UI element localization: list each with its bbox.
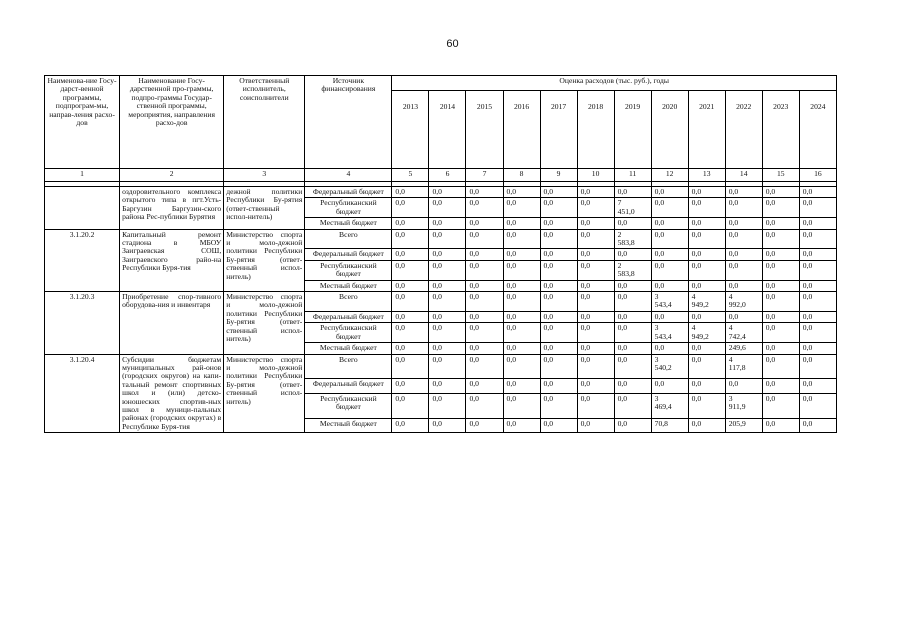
expense-value: 0,0 bbox=[466, 229, 503, 249]
expense-value: 0,0 bbox=[392, 260, 429, 280]
funding-source: Всего bbox=[305, 292, 392, 312]
expense-value: 2 583,8 bbox=[614, 260, 651, 280]
expense-value: 0,0 bbox=[540, 280, 577, 291]
expense-value: 0,0 bbox=[725, 280, 762, 291]
expense-value: 0,0 bbox=[762, 354, 799, 379]
header-year: 2014 bbox=[429, 91, 466, 169]
expense-value: 0,0 bbox=[799, 343, 836, 354]
expense-value: 0,0 bbox=[614, 280, 651, 291]
header-year: 2019 bbox=[614, 91, 651, 169]
expense-value: 0,0 bbox=[392, 198, 429, 218]
expense-value: 3 911,9 bbox=[725, 393, 762, 418]
expense-value: 0,0 bbox=[799, 323, 836, 343]
header-year: 2017 bbox=[540, 91, 577, 169]
expense-value: 0,0 bbox=[392, 280, 429, 291]
expense-value: 0,0 bbox=[429, 187, 466, 198]
expense-value: 0,0 bbox=[651, 379, 688, 393]
expense-value: 0,0 bbox=[429, 292, 466, 312]
measure-code bbox=[45, 187, 120, 230]
expense-value: 0,0 bbox=[392, 418, 429, 432]
expense-value: 0,0 bbox=[540, 343, 577, 354]
expense-value: 0,0 bbox=[429, 218, 466, 229]
expense-value: 0,0 bbox=[540, 323, 577, 343]
expense-value: 0,0 bbox=[503, 187, 540, 198]
expense-value: 0,0 bbox=[392, 323, 429, 343]
expense-value: 4 949,2 bbox=[688, 292, 725, 312]
column-number: 8 bbox=[503, 169, 540, 182]
header-measure-name: Наименование Госу-дарственной про-граммы, подпро-граммы Государ-ственной программы, мероприятия, направления расхо-дов bbox=[120, 76, 224, 169]
funding-source: Республиканский бюджет bbox=[305, 198, 392, 218]
expense-value: 0,0 bbox=[762, 418, 799, 432]
expense-value: 0,0 bbox=[503, 393, 540, 418]
expense-value: 0,0 bbox=[614, 379, 651, 393]
funding-source: Всего bbox=[305, 229, 392, 249]
expense-value: 0,0 bbox=[540, 260, 577, 280]
expense-value: 0,0 bbox=[577, 218, 614, 229]
expense-value: 0,0 bbox=[799, 292, 836, 312]
expense-value: 0,0 bbox=[540, 418, 577, 432]
header-year: 2020 bbox=[651, 91, 688, 169]
expense-value: 249,6 bbox=[725, 343, 762, 354]
expense-value: 0,0 bbox=[799, 198, 836, 218]
column-number: 10 bbox=[577, 169, 614, 182]
expense-value: 0,0 bbox=[503, 260, 540, 280]
expense-value: 0,0 bbox=[725, 260, 762, 280]
expense-value: 0,0 bbox=[725, 229, 762, 249]
expense-value: 0,0 bbox=[799, 229, 836, 249]
expense-value: 0,0 bbox=[614, 218, 651, 229]
expense-value: 0,0 bbox=[503, 379, 540, 393]
table-row bbox=[45, 229, 837, 249]
expense-value: 0,0 bbox=[577, 323, 614, 343]
funding-source: Федеральный бюджет bbox=[305, 187, 392, 198]
expense-value: 0,0 bbox=[503, 249, 540, 260]
expense-value: 0,0 bbox=[429, 379, 466, 393]
expense-value: 0,0 bbox=[799, 218, 836, 229]
budget-table bbox=[44, 75, 837, 433]
expense-value: 0,0 bbox=[651, 280, 688, 291]
column-number: 2 bbox=[120, 169, 224, 182]
responsible-executor: Министерство спорта и моло-дежной политики Республики Бу-рятия (ответ-ственный испол-нитель) bbox=[224, 292, 305, 354]
expense-value: 3 469,4 bbox=[651, 393, 688, 418]
funding-source: Местный бюджет bbox=[305, 280, 392, 291]
column-numbers-row bbox=[45, 169, 837, 182]
header-expense-estimate: Оценка расходов (тыс. руб.), годы bbox=[392, 76, 837, 91]
responsible-executor: дежной политики Республики Бу-рятия (ответ-ственный испол-нитель) bbox=[224, 187, 305, 230]
table-row bbox=[45, 187, 837, 198]
expense-value: 0,0 bbox=[503, 343, 540, 354]
expense-value: 70,8 bbox=[651, 418, 688, 432]
expense-value: 0,0 bbox=[651, 343, 688, 354]
expense-value: 0,0 bbox=[577, 343, 614, 354]
expense-value: 0,0 bbox=[614, 292, 651, 312]
expense-value: 0,0 bbox=[614, 418, 651, 432]
column-number: 5 bbox=[392, 169, 429, 182]
expense-value: 0,0 bbox=[429, 354, 466, 379]
responsible-executor: Министерство спорта и моло-дежной политики Республики Бу-рятия (ответ-ственный испол-нитель) bbox=[224, 354, 305, 433]
expense-value: 0,0 bbox=[577, 198, 614, 218]
expense-value: 7 451,0 bbox=[614, 198, 651, 218]
expense-value: 0,0 bbox=[466, 418, 503, 432]
expense-value: 0,0 bbox=[688, 229, 725, 249]
expense-value: 0,0 bbox=[688, 187, 725, 198]
table-body bbox=[45, 187, 837, 433]
expense-value: 0,0 bbox=[503, 198, 540, 218]
expense-value: 0,0 bbox=[540, 218, 577, 229]
funding-source: Республиканский бюджет bbox=[305, 393, 392, 418]
expense-value: 0,0 bbox=[392, 393, 429, 418]
expense-value: 0,0 bbox=[429, 393, 466, 418]
funding-source: Федеральный бюджет bbox=[305, 379, 392, 393]
expense-value: 0,0 bbox=[799, 354, 836, 379]
expense-value: 0,0 bbox=[392, 379, 429, 393]
measure-name: Капитальный ремонт стадиона в МБОУ Заиграевская СОШ, Заиграевского райо-на Республики Буря-тия bbox=[120, 229, 224, 291]
expense-value: 0,0 bbox=[503, 280, 540, 291]
header-year: 2021 bbox=[688, 91, 725, 169]
header-year: 2024 bbox=[799, 91, 836, 169]
measure-code: 3.1.20.2 bbox=[45, 229, 120, 291]
expense-value: 0,0 bbox=[614, 249, 651, 260]
column-number: 1 bbox=[45, 169, 120, 182]
expense-value: 0,0 bbox=[762, 379, 799, 393]
expense-value: 0,0 bbox=[540, 229, 577, 249]
expense-value: 0,0 bbox=[429, 418, 466, 432]
expense-value: 0,0 bbox=[651, 187, 688, 198]
expense-value: 0,0 bbox=[651, 229, 688, 249]
expense-value: 0,0 bbox=[799, 418, 836, 432]
expense-value: 0,0 bbox=[392, 292, 429, 312]
expense-value: 0,0 bbox=[762, 198, 799, 218]
expense-value: 0,0 bbox=[688, 354, 725, 379]
expense-value: 0,0 bbox=[799, 311, 836, 322]
expense-value: 0,0 bbox=[725, 379, 762, 393]
funding-source: Федеральный бюджет bbox=[305, 311, 392, 322]
expense-value: 0,0 bbox=[466, 292, 503, 312]
expense-value: 0,0 bbox=[762, 343, 799, 354]
expense-value: 0,0 bbox=[577, 393, 614, 418]
expense-value: 0,0 bbox=[799, 280, 836, 291]
expense-value: 0,0 bbox=[614, 323, 651, 343]
expense-value: 0,0 bbox=[577, 249, 614, 260]
expense-value: 0,0 bbox=[540, 311, 577, 322]
measure-name: Приобретение спор-тивного оборудова-ния и инвентаря bbox=[120, 292, 224, 354]
expense-value: 0,0 bbox=[614, 354, 651, 379]
expense-value: 0,0 bbox=[725, 249, 762, 260]
expense-value: 0,0 bbox=[466, 354, 503, 379]
expense-value: 0,0 bbox=[799, 187, 836, 198]
column-number: 12 bbox=[651, 169, 688, 182]
expense-value: 0,0 bbox=[466, 311, 503, 322]
expense-value: 0,0 bbox=[466, 323, 503, 343]
expense-value: 0,0 bbox=[429, 323, 466, 343]
column-number: 7 bbox=[466, 169, 503, 182]
expense-value: 2 583,8 bbox=[614, 229, 651, 249]
expense-value: 0,0 bbox=[688, 393, 725, 418]
expense-value: 0,0 bbox=[540, 198, 577, 218]
funding-source: Местный бюджет bbox=[305, 218, 392, 229]
expense-value: 0,0 bbox=[466, 198, 503, 218]
expense-value: 0,0 bbox=[725, 218, 762, 229]
expense-value: 3 543,4 bbox=[651, 323, 688, 343]
expense-value: 0,0 bbox=[688, 343, 725, 354]
expense-value: 0,0 bbox=[392, 229, 429, 249]
expense-value: 0,0 bbox=[614, 311, 651, 322]
header-year: 2023 bbox=[762, 91, 799, 169]
expense-value: 0,0 bbox=[651, 311, 688, 322]
expense-value: 4 117,8 bbox=[725, 354, 762, 379]
expense-value: 0,0 bbox=[503, 418, 540, 432]
expense-value: 0,0 bbox=[392, 354, 429, 379]
expense-value: 0,0 bbox=[762, 260, 799, 280]
measure-code: 3.1.20.4 bbox=[45, 354, 120, 433]
expense-value: 0,0 bbox=[466, 280, 503, 291]
responsible-executor: Министерство спорта и моло-дежной политики Республики Бу-рятия (ответ-ственный испол-нитель) bbox=[224, 229, 305, 291]
expense-value: 0,0 bbox=[466, 187, 503, 198]
expense-value: 0,0 bbox=[429, 280, 466, 291]
expense-value: 0,0 bbox=[725, 198, 762, 218]
column-number: 4 bbox=[305, 169, 392, 182]
expense-value: 0,0 bbox=[577, 187, 614, 198]
expense-value: 0,0 bbox=[503, 311, 540, 322]
expense-value: 0,0 bbox=[466, 343, 503, 354]
header-funding-source: Источник финансирования bbox=[305, 76, 392, 169]
funding-source: Местный бюджет bbox=[305, 418, 392, 432]
expense-value: 0,0 bbox=[651, 198, 688, 218]
expense-value: 0,0 bbox=[392, 343, 429, 354]
expense-value: 0,0 bbox=[540, 187, 577, 198]
column-number: 3 bbox=[224, 169, 305, 182]
expense-value: 0,0 bbox=[614, 343, 651, 354]
expense-value: 0,0 bbox=[429, 198, 466, 218]
funding-source: Местный бюджет bbox=[305, 343, 392, 354]
expense-value: 0,0 bbox=[651, 260, 688, 280]
column-number: 6 bbox=[429, 169, 466, 182]
expense-value: 205,9 bbox=[725, 418, 762, 432]
expense-value: 0,0 bbox=[688, 379, 725, 393]
expense-value: 0,0 bbox=[577, 280, 614, 291]
expense-value: 0,0 bbox=[688, 218, 725, 229]
header-year: 2013 bbox=[392, 91, 429, 169]
expense-value: 0,0 bbox=[466, 393, 503, 418]
expense-value: 0,0 bbox=[762, 280, 799, 291]
header-year: 2016 bbox=[503, 91, 540, 169]
expense-value: 0,0 bbox=[392, 249, 429, 260]
funding-source: Федеральный бюджет bbox=[305, 249, 392, 260]
expense-value: 0,0 bbox=[577, 418, 614, 432]
expense-value: 0,0 bbox=[651, 218, 688, 229]
column-number: 13 bbox=[688, 169, 725, 182]
expense-value: 0,0 bbox=[799, 260, 836, 280]
expense-value: 0,0 bbox=[762, 187, 799, 198]
expense-value: 4 949,2 bbox=[688, 323, 725, 343]
expense-value: 0,0 bbox=[392, 187, 429, 198]
expense-value: 0,0 bbox=[503, 292, 540, 312]
expense-value: 0,0 bbox=[577, 379, 614, 393]
expense-value: 0,0 bbox=[614, 187, 651, 198]
expense-value: 0,0 bbox=[577, 311, 614, 322]
expense-value: 0,0 bbox=[429, 260, 466, 280]
expense-value: 0,0 bbox=[762, 311, 799, 322]
header-program-name: Наименова-ние Госу-дарст-венной программы, подпрограм-мы, направ-ления расхо-дов bbox=[45, 76, 120, 169]
expense-value: 0,0 bbox=[577, 260, 614, 280]
table-row bbox=[45, 354, 837, 379]
column-number: 11 bbox=[614, 169, 651, 182]
expense-value: 0,0 bbox=[540, 292, 577, 312]
expense-value: 4 992,0 bbox=[725, 292, 762, 312]
expense-value: 0,0 bbox=[466, 249, 503, 260]
expense-value: 0,0 bbox=[577, 292, 614, 312]
expense-value: 0,0 bbox=[762, 249, 799, 260]
funding-source: Республиканский бюджет bbox=[305, 323, 392, 343]
expense-value: 0,0 bbox=[392, 311, 429, 322]
header-year: 2022 bbox=[725, 91, 762, 169]
expense-value: 0,0 bbox=[799, 393, 836, 418]
expense-value: 0,0 bbox=[577, 229, 614, 249]
expense-value: 0,0 bbox=[799, 249, 836, 260]
page-number: 60 bbox=[446, 38, 459, 50]
measure-name: оздоровительного комплекса открытого типа в пгт.Усть-Баргузин Баргузин-ского района Рес-публики Бурятия bbox=[120, 187, 224, 230]
expense-value: 0,0 bbox=[688, 260, 725, 280]
header-year: 2015 bbox=[466, 91, 503, 169]
header-year: 2018 bbox=[577, 91, 614, 169]
expense-value: 0,0 bbox=[429, 229, 466, 249]
expense-value: 0,0 bbox=[540, 393, 577, 418]
expense-value: 0,0 bbox=[725, 311, 762, 322]
column-number: 9 bbox=[540, 169, 577, 182]
expense-value: 0,0 bbox=[688, 280, 725, 291]
expense-value: 0,0 bbox=[614, 393, 651, 418]
measure-code: 3.1.20.3 bbox=[45, 292, 120, 354]
expense-value: 0,0 bbox=[688, 249, 725, 260]
expense-value: 0,0 bbox=[688, 198, 725, 218]
expense-value: 0,0 bbox=[651, 249, 688, 260]
header-responsible: Ответственный исполнитель, соисполнители bbox=[224, 76, 305, 169]
expense-value: 0,0 bbox=[762, 292, 799, 312]
expense-value: 0,0 bbox=[466, 379, 503, 393]
expense-value: 0,0 bbox=[503, 218, 540, 229]
table-row bbox=[45, 292, 837, 312]
expense-value: 0,0 bbox=[688, 311, 725, 322]
column-number: 14 bbox=[725, 169, 762, 182]
expense-value: 0,0 bbox=[577, 354, 614, 379]
expense-value: 0,0 bbox=[540, 249, 577, 260]
expense-value: 0,0 bbox=[466, 218, 503, 229]
expense-value: 0,0 bbox=[725, 187, 762, 198]
expense-value: 0,0 bbox=[503, 323, 540, 343]
expense-value: 0,0 bbox=[392, 218, 429, 229]
funding-source: Республиканский бюджет bbox=[305, 260, 392, 280]
expense-value: 0,0 bbox=[540, 354, 577, 379]
expense-value: 0,0 bbox=[429, 311, 466, 322]
expense-value: 4 742,4 bbox=[725, 323, 762, 343]
expense-value: 0,0 bbox=[466, 260, 503, 280]
expense-value: 0,0 bbox=[762, 323, 799, 343]
column-number: 16 bbox=[799, 169, 836, 182]
expense-value: 3 540,2 bbox=[651, 354, 688, 379]
expense-value: 0,0 bbox=[762, 229, 799, 249]
expense-value: 0,0 bbox=[762, 218, 799, 229]
expense-value: 0,0 bbox=[688, 418, 725, 432]
funding-source: Всего bbox=[305, 354, 392, 379]
expense-value: 0,0 bbox=[503, 354, 540, 379]
expense-value: 0,0 bbox=[429, 343, 466, 354]
expense-value: 0,0 bbox=[762, 393, 799, 418]
measure-name: Субсидии бюджетам муниципальных рай-онов (городских округов) на капи-тальный ремонт спортивных школ и (или) детско-юношеских спортив-ных школ в муници-пальных районах (городских округах) в Республике Буря-тия bbox=[120, 354, 224, 433]
expense-value: 0,0 bbox=[429, 249, 466, 260]
expense-value: 3 543,4 bbox=[651, 292, 688, 312]
expense-value: 0,0 bbox=[540, 379, 577, 393]
expense-value: 0,0 bbox=[799, 379, 836, 393]
column-number: 15 bbox=[762, 169, 799, 182]
expense-value: 0,0 bbox=[503, 229, 540, 249]
